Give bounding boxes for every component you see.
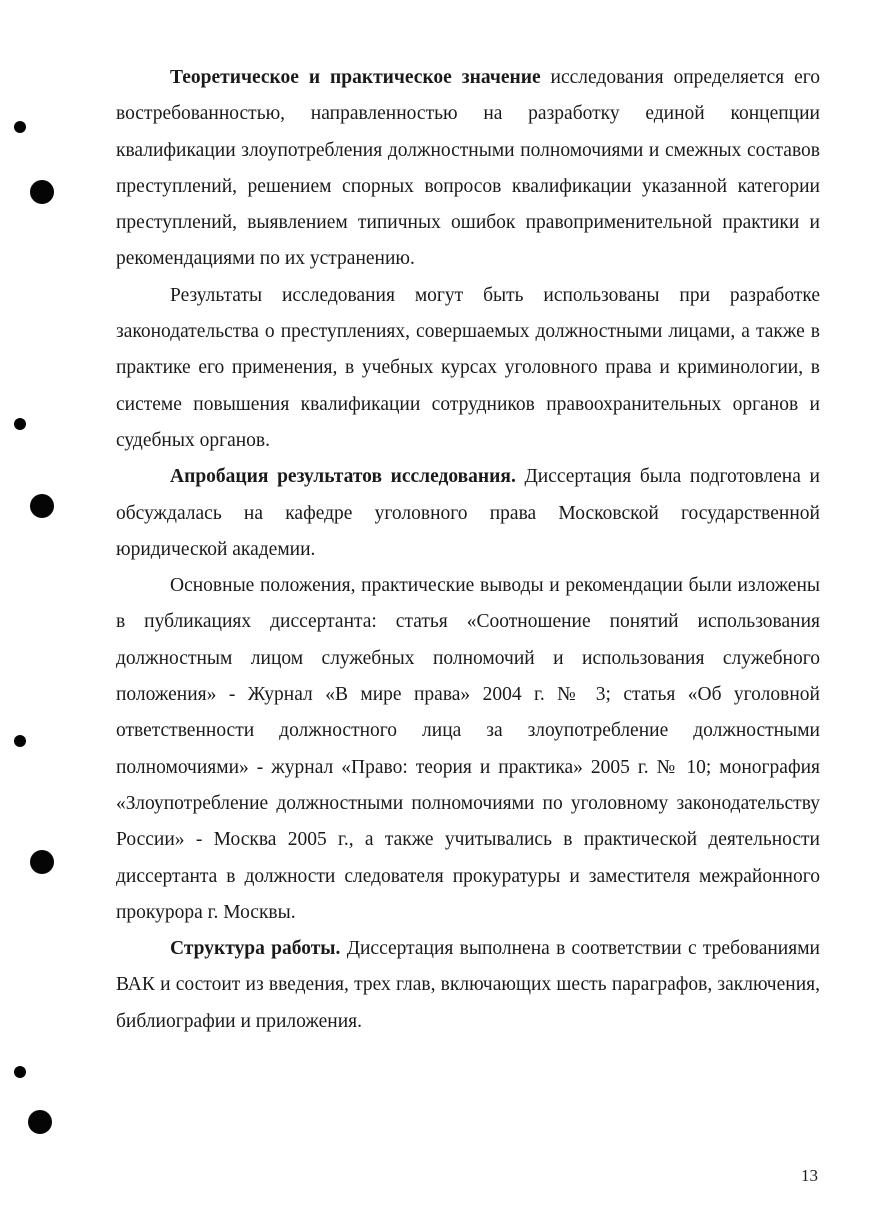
paragraph-results-usage-text: Результаты исследования могут быть использованы при разработке законодательства о преступлениях, совершаемых должностными лицами, а также в практике его применения, в учебных курсах уголовного права и криминологии, в системе повышения квалификации сотрудников правоохранительных органов и судебных органов.	[116, 284, 820, 451]
heading-approbation: Апробация результатов исследования.	[170, 466, 516, 488]
paragraph-approbation-text: Диссертация была подготовлена и обсуждалась на кафедре уголовного права Московской государственной юридической академии.	[116, 466, 820, 560]
page-number: 13	[801, 1166, 818, 1185]
punch-hole-mark	[14, 1066, 26, 1078]
punch-hole	[30, 180, 54, 204]
document-body	[116, 60, 820, 1040]
paragraph-publications-text: Основные положения, практические выводы и рекомендации были изложены в публикациях диссертанта: статья «Соотношение понятий использования должностным лицом служебных полномочий и использования служебного положения» - Журнал «В мире права» 2004 г. № 3; статья «Об уголовной ответственности должностного лица за злоупотребление должностными полномочиями» - журнал «Право: теория и практика» 2005 г. № 10; монография «Злоупотребление должностными полномочиями по уголовному законодательству России» - Москва 2005 г., а также учитывались в практической деятельности диссертанта в должности следователя прокуратуры и заместителя межрайонного прокурора г. Москвы.	[116, 575, 820, 923]
punch-hole	[28, 1110, 52, 1134]
paragraph-approbation	[116, 459, 820, 568]
heading-significance: Теоретическое и практическое значение	[170, 67, 541, 88]
punch-hole-mark	[14, 735, 26, 747]
paragraph-structure-text: Диссертация выполнена в соответствии с требованиями ВАК и состоит из введения, трех глав, включающих шесть параграфов, заключения, библиографии и приложения.	[116, 938, 820, 1032]
paragraph-significance	[116, 60, 820, 278]
paragraph-significance-text: исследования определяется его востребованностью, направленностью на разработку единой концепции квалификации злоупотребления должностными полномочиями и смежных составов преступлений, решением спорных вопросов квалификации указанной категории преступлений, выявлением типичных ошибок правоприменительной практики и рекомендациями по их устранению.	[116, 67, 820, 270]
punch-hole	[30, 494, 54, 518]
heading-structure: Структура работы.	[170, 938, 341, 960]
punch-hole-mark	[14, 418, 26, 430]
punch-hole-mark	[14, 121, 26, 133]
paragraph-structure	[116, 931, 820, 1040]
paragraph-publications	[116, 568, 820, 931]
paragraph-results-usage	[116, 278, 820, 459]
punch-hole	[30, 850, 54, 874]
